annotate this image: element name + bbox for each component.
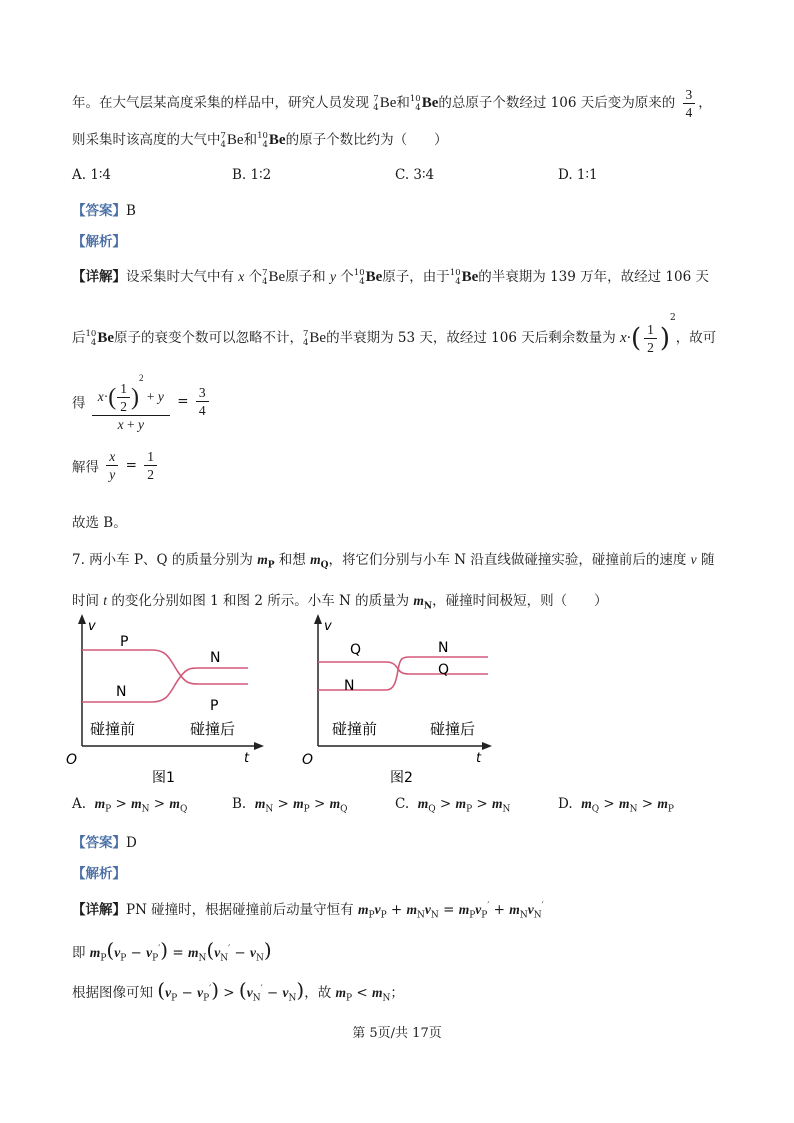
q7-option-d: D. $m_Q > m_N > m_P$: [558, 796, 674, 815]
q6-detail-line2: 后 10 4 Be原子的衰变个数可以忽略不计， 7 4 Be的半衰期为 53 天，故经过 106 天后剩余数量为 x·( $\frac{1}{2}$ )$^2$，故可: [72, 313, 717, 355]
figure-1: [66, 614, 264, 786]
q6-option-d: D. 1∶1: [558, 167, 598, 183]
q6-detail-line1: 【详解】设采集时大气中有 x 个 7 4 Be原子和 y 个 10 4 Be原子，由于 10 4 Be的半衰期为 139 万年，故经过 106 天: [72, 267, 709, 287]
page-footer: 第 5页/共 17页: [352, 1026, 442, 1041]
q6-answer: 【答案】B: [72, 203, 136, 219]
q7-stem-line2: 时间 t 的变化分别如图 1 和图 2 所示。小车 N 的质量为 $m_N$，碰撞时间极短，则（ ）: [72, 593, 608, 612]
fig2-before-top-label: Q: [350, 642, 362, 658]
fig2-after-top-label: N: [438, 640, 449, 656]
q7-option-a: A. $m_P > m_N > m_Q$: [72, 796, 188, 815]
fig2-curve-q: [318, 662, 488, 674]
fig2-before-bottom-label: N: [344, 678, 355, 694]
q6-conclusion: 故选 B。: [72, 515, 127, 531]
q7-analysis-label: 【解析】: [72, 866, 126, 882]
q7-option-b: B. $m_N > m_P > m_Q$: [232, 796, 348, 815]
q7-detail-line3: 根据图像可知 $(v_P - v_P') > (v_N' - v_N)$，故 $m_P < m_N$；: [72, 978, 404, 1004]
fig1-x-axis-label: t: [244, 751, 250, 766]
fig2-after-bottom-label: Q: [438, 662, 450, 678]
fig1-after-top-label: N: [210, 650, 221, 666]
q6-option-a: A. 1∶4: [72, 167, 112, 183]
be7-isotope: 7 4: [373, 93, 379, 113]
fig2-origin: O: [302, 752, 314, 768]
fraction-three-quarters: $\frac{3}{4}$: [683, 86, 696, 121]
fig1-origin: O: [66, 752, 78, 768]
q7-stem-line1: 7. 两小车 P、Q 的质量分别为 $m_P$ 和想 $m_Q$，将它们分别与小车 N 沿直线做碰撞实验，碰撞前后的速度 v 随: [72, 552, 715, 571]
q7-answer: 【答案】D: [72, 835, 137, 851]
q6-option-b: B. 1∶2: [232, 167, 272, 183]
q6-stem-line2: 则采集时该高度的大气中 7 4 Be和 10 4 Be的原子个数比约为（ ）: [72, 130, 448, 150]
fig1-after-bottom-label: P: [210, 698, 219, 714]
q6-equation-2: 解得 $\frac{x}{y}$ = $\frac{1}{2}$: [72, 448, 160, 483]
figure-2: [302, 614, 492, 786]
q7-detail-line2: 即 $m_P(v_P - v_P') = m_N(v_N' - v_N)$: [72, 938, 272, 964]
fig1-curve-p: [82, 650, 248, 684]
fig1-before-bottom-label: N: [116, 684, 127, 700]
fig1-after-label: 碰撞后: [190, 720, 236, 738]
fig1-curve-n: [82, 668, 248, 702]
fig2-before-label: 碰撞前: [332, 720, 378, 738]
q7-option-c: C. $m_Q > m_P > m_N$: [395, 796, 511, 815]
fig2-caption: 图2: [390, 770, 413, 786]
q7-figures: [60, 612, 520, 790]
fig1-y-axis-label: v: [88, 619, 96, 634]
fig1-caption: 图1: [152, 770, 175, 786]
fig1-before-top-label: P: [120, 634, 129, 650]
q6-option-c: C. 3∶4: [395, 167, 435, 183]
q7-detail-line1: 【详解】PN 碰撞时，根据碰撞前后动量守恒有 $m_Pv_P + m_Nv_N = m_Pv_P' + m_Nv_N'$: [72, 901, 544, 921]
q6-analysis-label: 【解析】: [72, 234, 126, 250]
fig2-y-axis-label: v: [324, 619, 332, 634]
q6-equation-1: 得 x·( $\frac{1}{2}$ )$^2$ + y x + y = $\frac{3}{4}$: [72, 370, 212, 433]
fig2-after-label: 碰撞后: [430, 720, 476, 738]
q6-stem-line1: 年。在大气层某高度采集的样品中，研究人员发现 7 4 Be和 10 4 Be的总原子个数经过 106 天后变为原来的 $\frac{3}{4}$ ，: [72, 87, 712, 120]
fig1-before-label: 碰撞前: [90, 720, 136, 738]
fig2-x-axis-label: t: [476, 751, 482, 766]
